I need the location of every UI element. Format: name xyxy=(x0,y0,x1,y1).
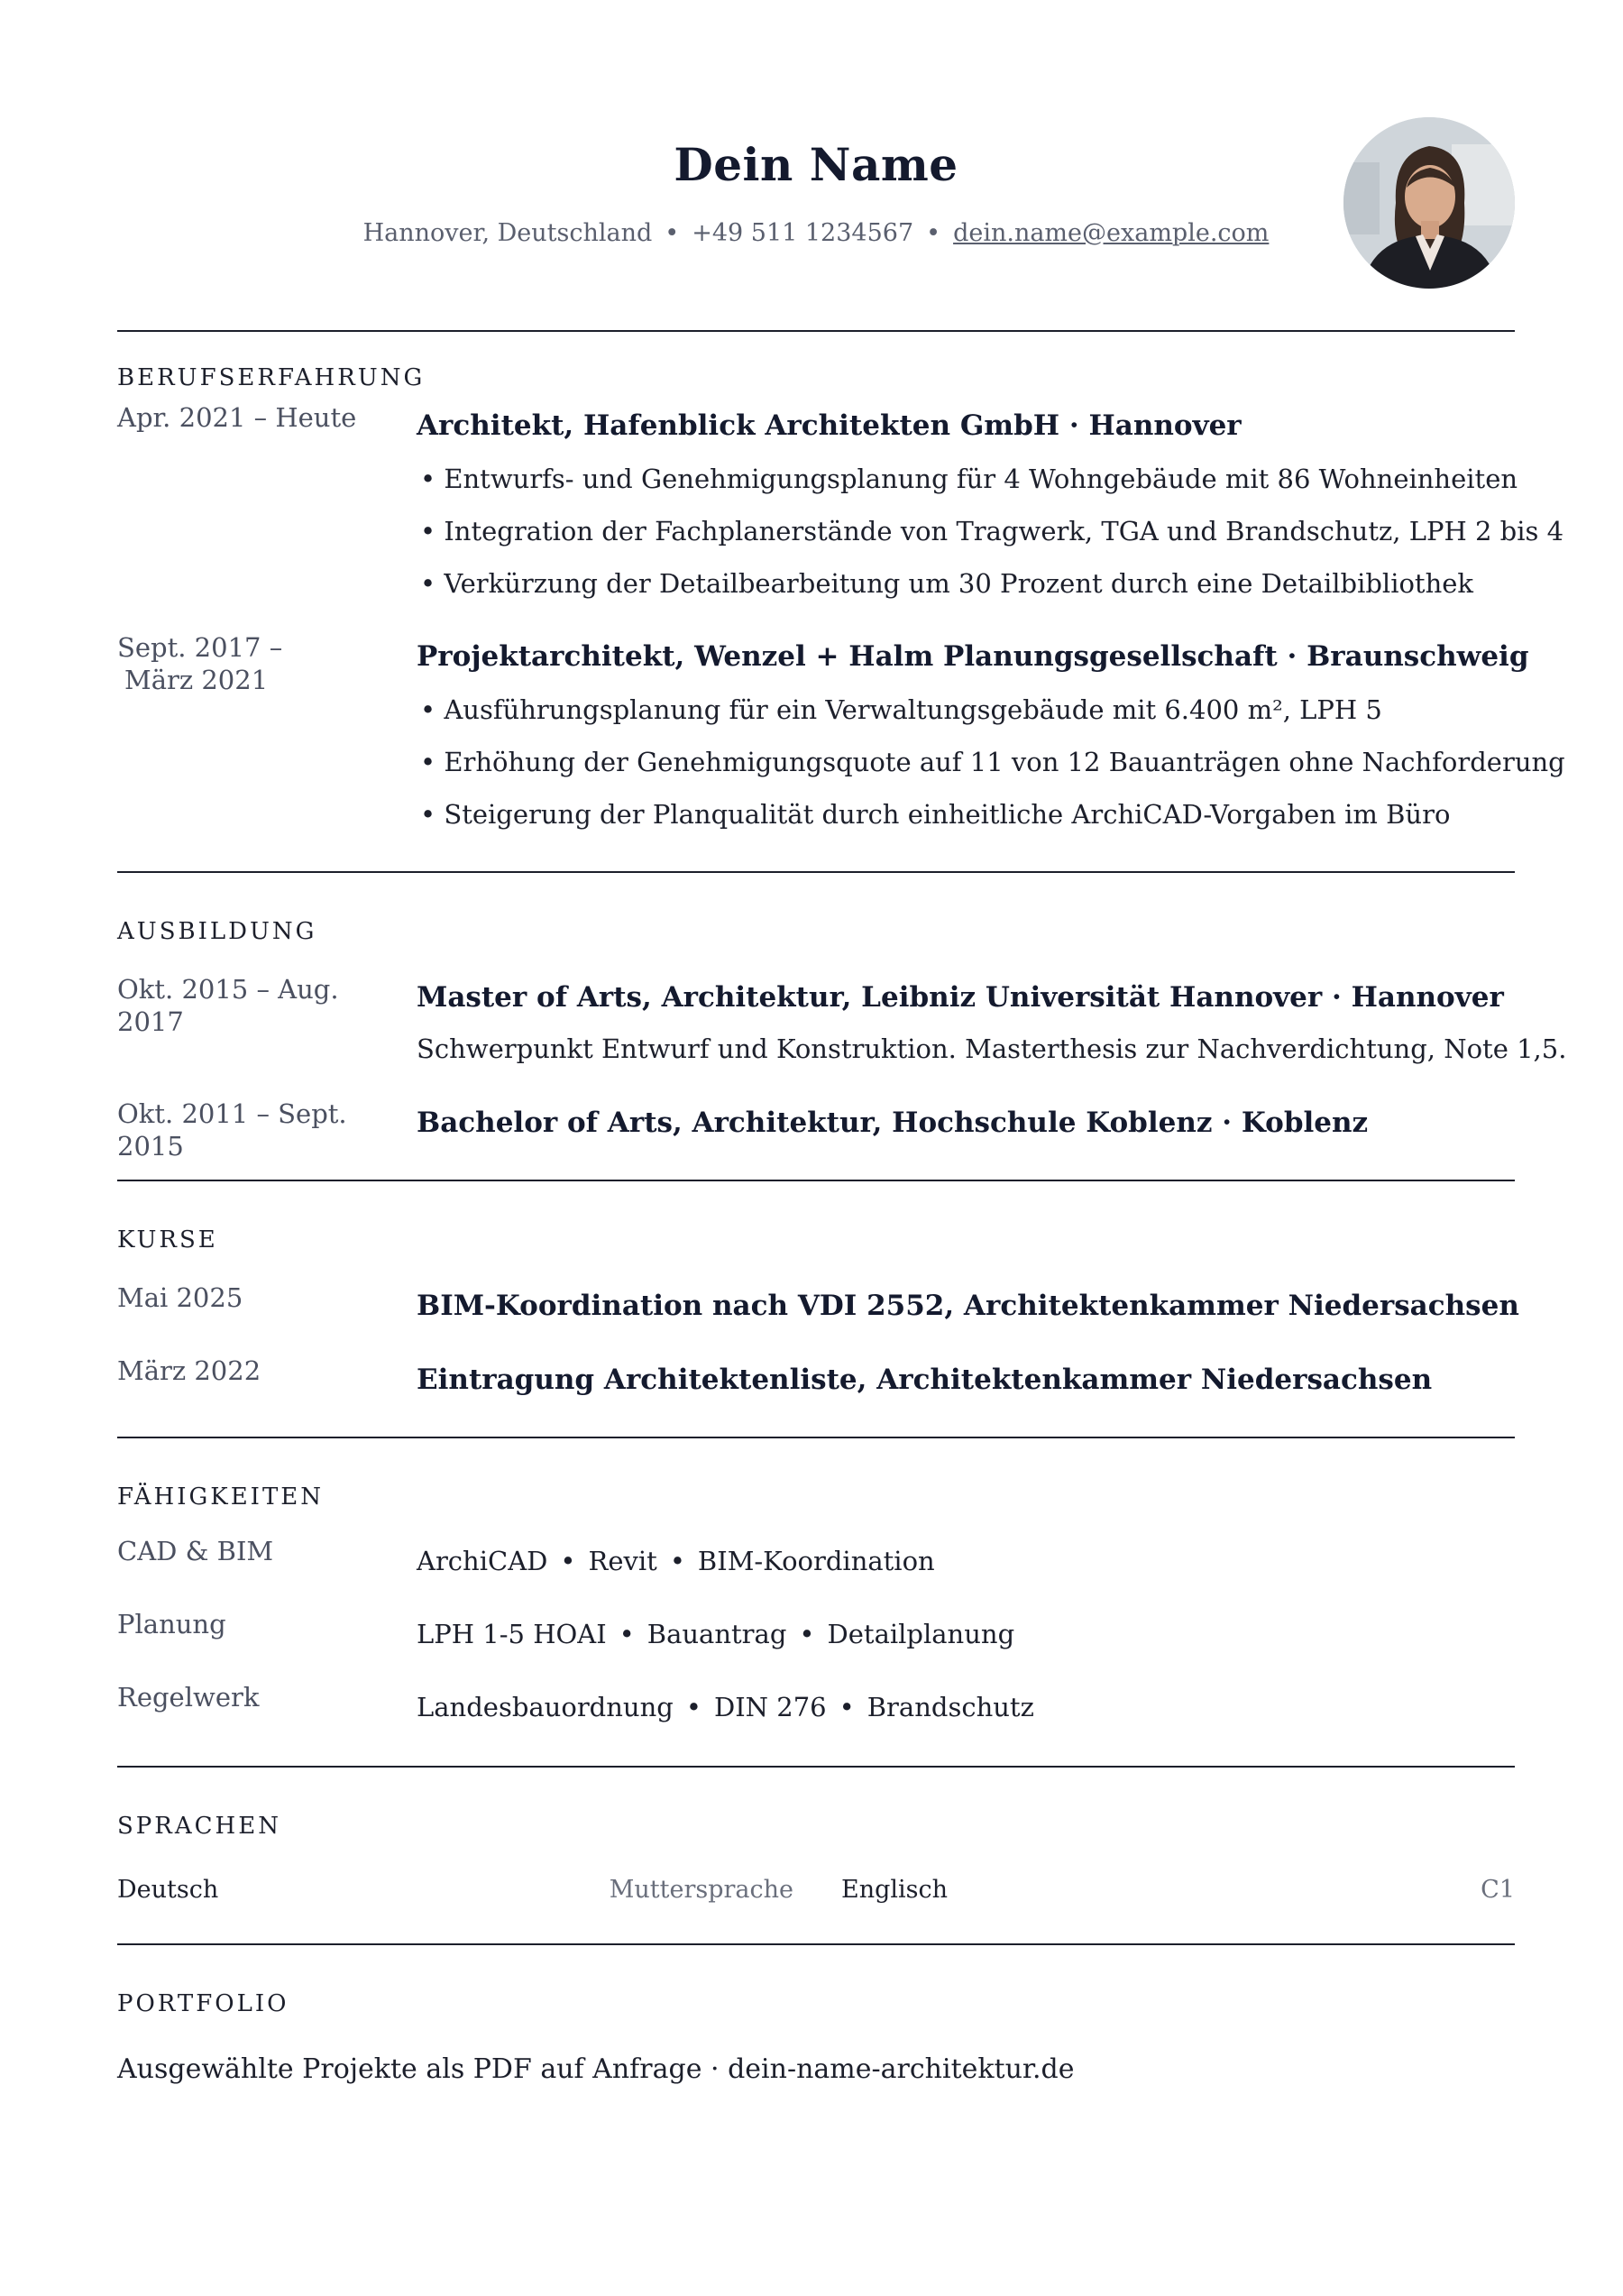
contact-separator: • xyxy=(926,219,941,247)
profile-photo xyxy=(1343,117,1515,289)
section-title-courses: KURSE xyxy=(117,1226,218,1254)
candidate-name: Dein Name xyxy=(674,138,958,191)
section-title-experience: BERUFSERFAHRUNG xyxy=(117,364,426,391)
section-title-portfolio: PORTFOLIO xyxy=(117,1990,289,2017)
experience-date-start: Sept. 2017 – xyxy=(117,632,283,663)
skill-item: ArchiCAD xyxy=(417,1546,548,1576)
course-title: BIM-Koordination nach VDI 2552, Architektenkammer Niedersachsen xyxy=(417,1290,1519,1322)
experience-title: Projektarchitekt, Wenzel + Halm Planungsgesellschaft · Braunschweig xyxy=(417,640,1529,673)
experience-bullet: • Verkürzung der Detailbearbeitung um 30 Prozent durch eine Detailbibliothek xyxy=(420,568,1474,599)
course-title: Eintragung Architektenliste, Architektenkammer Niedersachsen xyxy=(417,1364,1433,1396)
skill-category: Regelwerk xyxy=(117,1682,260,1713)
language-level: C1 xyxy=(1481,1876,1515,1904)
education-date: Okt. 2015 – Aug. 2017 xyxy=(117,974,339,1037)
skill-item: LPH 1-5 HOAI xyxy=(417,1619,607,1649)
phone-text: +49 511 1234567 xyxy=(692,219,914,247)
contact-separator: • xyxy=(665,219,680,247)
experience-bullet: • Integration der Fachplanerstände von Tragwerk, TGA und Brandschutz, LPH 2 bis 4 xyxy=(420,516,1564,546)
experience-bullet: • Erhöhung der Genehmigungsquote auf 11 von 12 Bauanträgen ohne Nachforderung xyxy=(420,747,1565,777)
email-link[interactable]: dein.name@example.com xyxy=(953,219,1270,247)
location-text: Hannover, Deutschland xyxy=(362,219,653,247)
skill-separator: • xyxy=(839,1692,855,1722)
education-date: Okt. 2011 – Sept. 2015 xyxy=(117,1098,347,1162)
education-description: Schwerpunkt Entwurf und Konstruktion. Masterthesis zur Nachverdichtung, Note 1,5. xyxy=(417,1033,1567,1064)
skill-item: BIM-Koordination xyxy=(697,1546,935,1576)
skill-item: DIN 276 xyxy=(713,1692,827,1722)
profile-photo-image xyxy=(1343,117,1515,289)
skill-category: Planung xyxy=(117,1609,226,1639)
skill-separator: • xyxy=(799,1619,815,1649)
section-divider xyxy=(117,1766,1515,1768)
language-name: Englisch xyxy=(841,1876,949,1904)
skill-category: CAD & BIM xyxy=(117,1536,274,1566)
resume-page xyxy=(117,0,1567,2296)
experience-date xyxy=(117,631,406,696)
portfolio-text: Ausgewählte Projekte als PDF auf Anfrage · dein-name-architektur.de xyxy=(117,2053,1075,2085)
skill-item: Detailplanung xyxy=(827,1619,1015,1649)
education-title: Master of Arts, Architektur, Leibniz Universität Hannover · Hannover xyxy=(417,981,1504,1014)
education-title: Bachelor of Arts, Architektur, Hochschule Koblenz · Koblenz xyxy=(417,1107,1369,1139)
header-divider xyxy=(117,330,1515,332)
skill-item: Brandschutz xyxy=(867,1692,1034,1722)
experience-bullet: • Steigerung der Planqualität durch einheitliche ArchiCAD-Vorgaben im Büro xyxy=(420,799,1451,830)
skill-list xyxy=(417,1619,1014,1649)
resume-header xyxy=(117,135,1515,316)
skill-separator: • xyxy=(685,1692,701,1722)
experience-title: Architekt, Hafenblick Architekten GmbH · Hannover xyxy=(417,409,1242,442)
experience-bullet: • Ausführungsplanung für ein Verwaltungsgebäude mit 6.400 m², LPH 5 xyxy=(420,694,1382,725)
section-divider xyxy=(117,1943,1515,1945)
contact-line xyxy=(117,219,1515,247)
skill-separator: • xyxy=(560,1546,576,1576)
section-title-languages: SPRACHEN xyxy=(117,1813,281,1840)
skill-item: Landesbauordnung xyxy=(417,1692,674,1722)
skill-item: Revit xyxy=(588,1546,657,1576)
experience-date-end: März 2021 xyxy=(124,665,269,695)
skill-item: Bauantrag xyxy=(646,1619,787,1649)
experience-date: Apr. 2021 – Heute xyxy=(117,402,357,433)
section-divider xyxy=(117,1437,1515,1438)
course-date: März 2022 xyxy=(117,1355,261,1386)
section-title-skills: FÄHIGKEITEN xyxy=(117,1483,325,1511)
section-divider xyxy=(117,1180,1515,1181)
skill-separator: • xyxy=(669,1546,685,1576)
language-name: Deutsch xyxy=(117,1876,219,1904)
section-divider xyxy=(117,871,1515,873)
language-level: Muttersprache xyxy=(609,1876,793,1904)
course-date: Mai 2025 xyxy=(117,1282,243,1313)
skill-list xyxy=(417,1546,935,1576)
skill-list xyxy=(417,1692,1034,1722)
section-title-education: AUSBILDUNG xyxy=(117,918,317,945)
experience-bullet: • Entwurfs- und Genehmigungsplanung für 4 Wohngebäude mit 86 Wohneinheiten xyxy=(420,464,1518,494)
skill-separator: • xyxy=(619,1619,635,1649)
